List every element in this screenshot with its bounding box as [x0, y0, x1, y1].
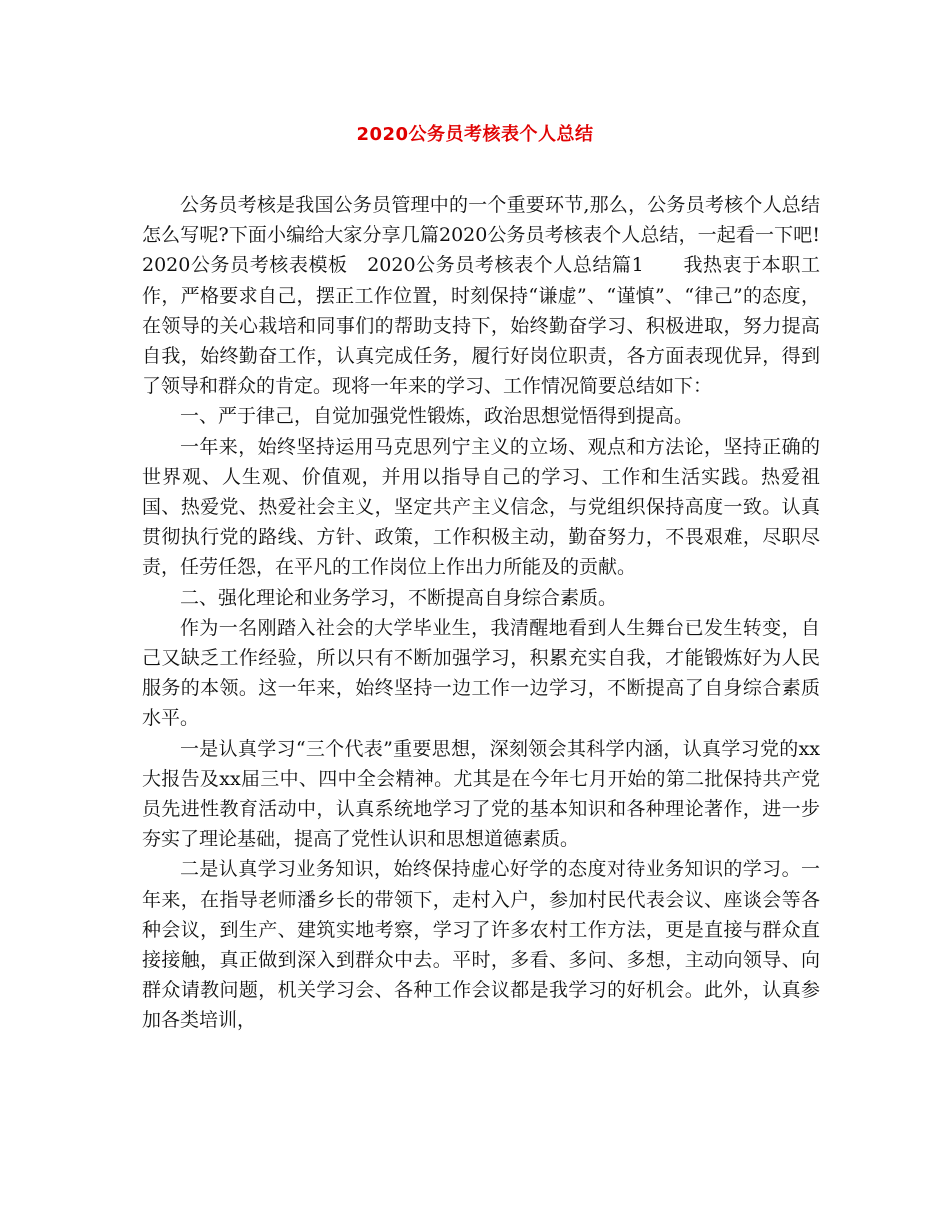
paragraph-body-1: 一年来，始终坚持运用马克思列宁主义的立场、观点和方法论，坚持正确的世界观、人生观、价值观，并用以指导自己的学习、工作和生活实践。热爱祖国、热爱党、热爱社会主义，坚定共产主义信念，与党组织保持高度一致。认真贯彻执行党的路线、方针、政策，工作积极主动，勤奋努力，不畏艰难，尽职尽责，任劳任怨，在平凡的工作岗位上作出力所能及的贡献。: [142, 435, 820, 579]
paragraph-heading-1: 一、严于律己，自觉加强党性锻炼，政治思想觉悟得到提高。: [180, 405, 694, 428]
paragraph-intro: 公务员考核是我国公务员管理中的一个重要环节,那么，公务员考核个人总结怎么写呢?下面小编给大家分享几篇2020公务员考核表个人总结，一起看一下吧! 2020公务员考核表模板 2020公务员考核表个人总结篇1 我热衷于本职工作，严格要求自己，摆正工作位置，时刻保持“谦虚”、“谨慎”、“律己”的态度，在领导的关心栽培和同事们的帮助支持下，始终勤奋学习、积极进取，努力提高自我，始终勤奋工作，认真完成任务，履行好岗位职责，各方面表现优异，得到了领导和群众的肯定。现将一年来的学习、工作情况简要总结如下：: [142, 194, 820, 398]
document-body: [142, 190, 820, 1036]
paragraph-body-4: 二是认真学习业务知识，始终保持虚心好学的态度对待业务知识的学习。一年来，在指导老师潘乡长的带领下，走村入户，参加村民代表会议、座谈会等各种会议，到生产、建筑实地考察，学习了许多农村工作方法，更是直接与群众直接接触，真正做到深入到群众中去。平时，多看、多问、多想，主动向领导、向群众请教问题，机关学习会、各种工作会议都是我学习的好机会。此外，认真参加各类培训，: [142, 858, 820, 1032]
paragraph-body-2: 作为一名刚踏入社会的大学毕业生，我清醒地看到人生舞台已发生转变，自己又缺乏工作经验，所以只有不断加强学习，积累充实自我，才能锻炼好为人民服务的本领。这一年来，始终坚持一边工作一边学习，不断提高了自身综合素质水平。: [142, 616, 820, 730]
paragraph-heading-2: 二、强化理论和业务学习，不断提高自身综合素质。: [180, 586, 618, 609]
paragraph-body-3: 一是认真学习“三个代表”重要思想，深刻领会其科学内涵，认真学习党的xx大报告及xx届三中、四中全会精神。尤其是在今年七月开始的第二批保持共产党员先进性教育活动中，认真系统地学习了党的基本知识和各种理论著作，进一步夯实了理论基础，提高了党性认识和思想道德素质。: [142, 737, 820, 851]
document-title: 2020公务员考核表个人总结: [356, 124, 594, 145]
